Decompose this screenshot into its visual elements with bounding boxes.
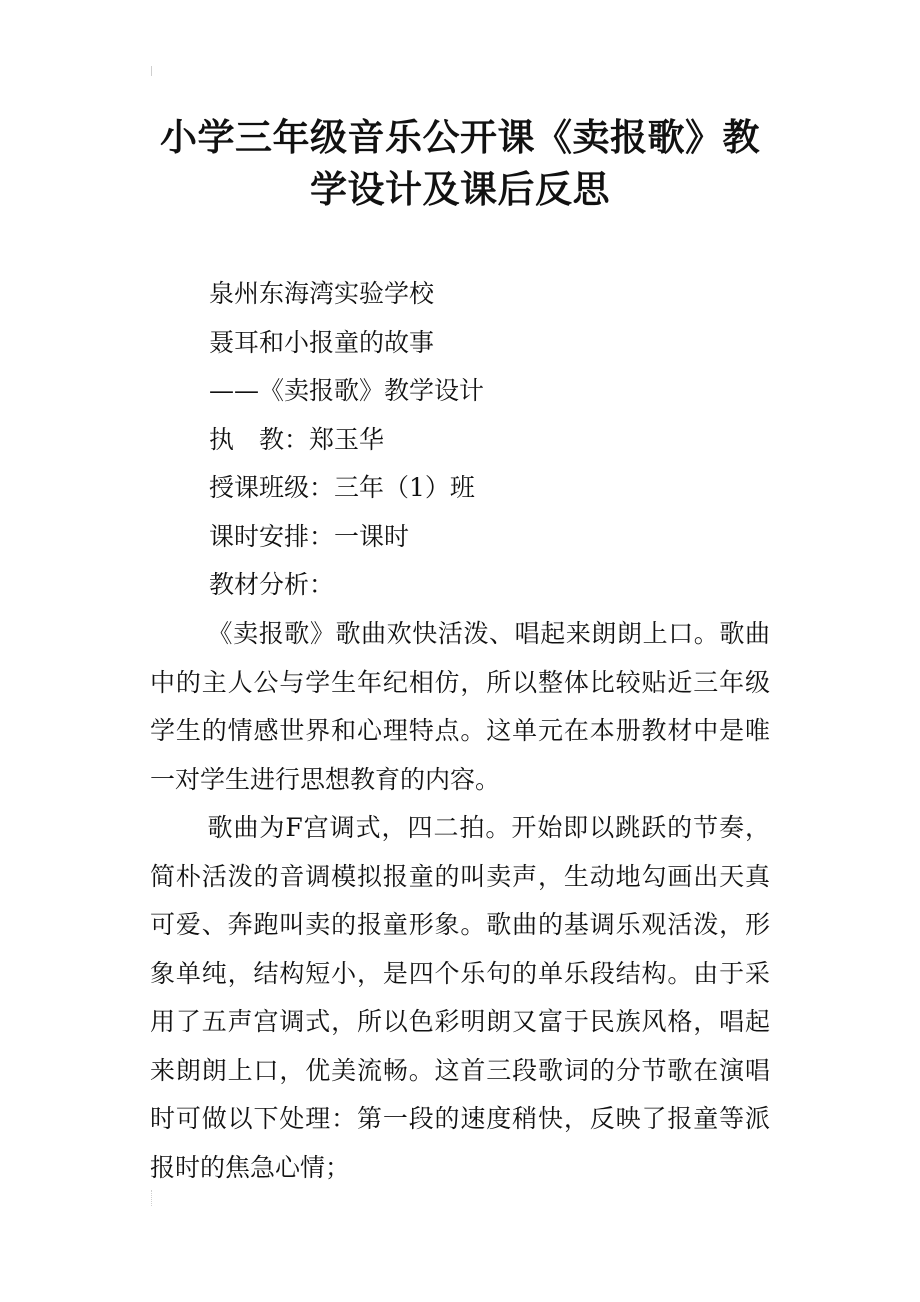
document-title xyxy=(100,112,820,216)
design-name: ——《卖报歌》教学设计 xyxy=(209,376,485,405)
analysis-heading: 教材分析： xyxy=(209,570,335,599)
title-line-2: 学设计及课后反思 xyxy=(310,168,610,211)
teacher-line: 执 教：郑玉华 xyxy=(209,424,385,454)
title-line-1: 小学三年级音乐公开课《卖报歌》教 xyxy=(160,116,760,159)
schedule-line: 课时安排：一课时 xyxy=(209,521,410,551)
class-line: 授课班级：三年（1）班 xyxy=(209,473,475,502)
lesson-subtitle: 聂耳和小报童的故事 xyxy=(209,327,435,357)
school-name: 泉州东海湾实验学校 xyxy=(209,279,435,308)
body-paragraph: 歌曲为F宫调式，四二拍。开始即以跳跃的节奏，简朴活泼的音调模拟报童的叫卖声，生动地勾画出天真可爱、奔跑叫卖的报童形象。歌曲的基调乐观活泼，形象单纯，结构短小，是四个乐句的单乐段结构。由于采用了五声宫调式，所以色彩明朗又富于民族风格，唱起来朗朗上口，优美流畅。这首三段歌词的分节歌在演唱时可做以下处理：第一段的速度稍快，反映了报童等派报时的焦急心情； xyxy=(150,813,770,1182)
document-meta xyxy=(209,274,809,614)
body-paragraph: 《卖报歌》歌曲欢快活泼、唱起来朗朗上口。歌曲中的主人公与学生年纪相仿，所以整体比较贴近三年级学生的情感世界和心理特点。这单元在本册教材中是唯一对学生进行思想教育的内容。 xyxy=(150,619,770,794)
page-corner-mark-bottom xyxy=(151,1190,158,1206)
page-corner-mark-top xyxy=(151,66,158,76)
document-body xyxy=(150,610,770,1192)
